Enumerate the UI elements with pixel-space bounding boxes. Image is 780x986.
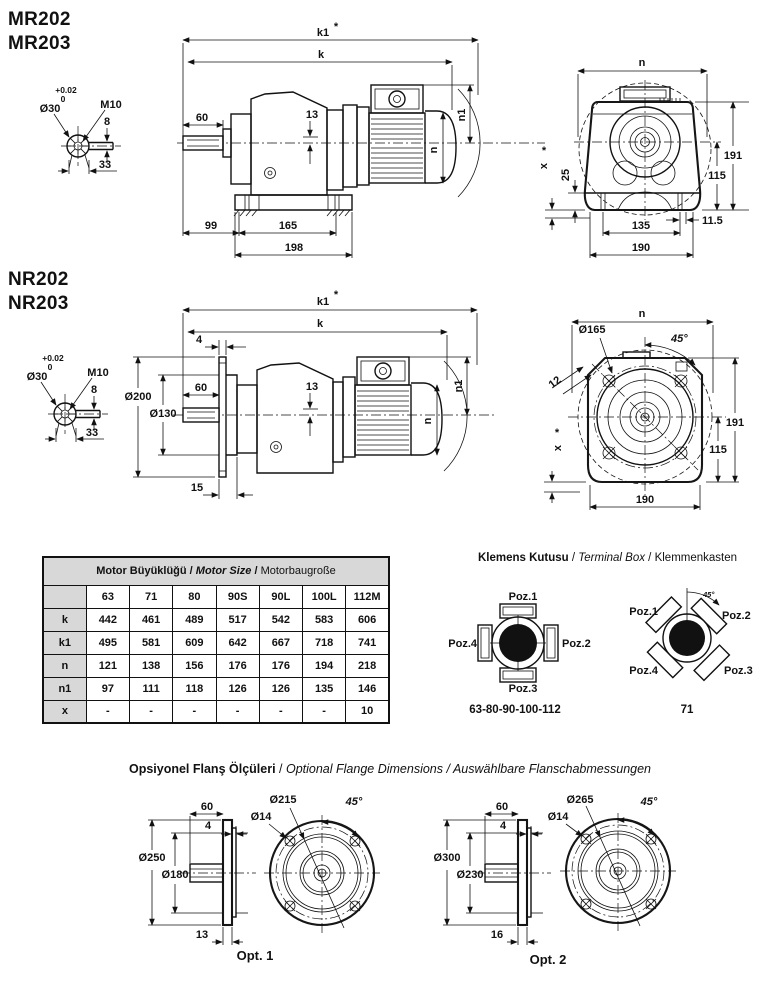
poz1-label: Poz.1	[508, 591, 538, 603]
row-label: k1	[43, 631, 86, 654]
poz1-label: Poz.1	[629, 606, 658, 618]
dim-nr-k1-star: *	[333, 289, 339, 301]
cell: 609	[173, 631, 216, 654]
cell: 97	[86, 677, 129, 700]
dim-mrr-135: 135	[631, 220, 651, 232]
dim-opt2-300: Ø300	[433, 852, 461, 864]
dim-nr-130: Ø130	[149, 408, 177, 420]
dim-mrr-x: x	[538, 162, 550, 170]
dim-opt1-4: 4	[204, 820, 212, 832]
sep: /	[644, 552, 655, 564]
flange-section-heading	[0, 762, 780, 776]
dim-nrr-x: x	[552, 444, 564, 452]
table-title-tr: Motor Büyüklüğü	[96, 565, 187, 578]
col-header: 90S	[216, 585, 259, 608]
dim-nr-15: 15	[190, 482, 204, 494]
col-header: 80	[173, 585, 216, 608]
terminal-title-en: Terminal Box	[578, 552, 645, 564]
table-row	[43, 677, 389, 700]
opt2-front-view	[560, 806, 676, 931]
dim-opt1-250: Ø250	[138, 852, 166, 864]
nr-side-view-drawing	[115, 285, 515, 530]
dim-opt2-230: Ø230	[456, 869, 484, 881]
dim-mrr-x-star: *	[541, 145, 547, 157]
dim-mr-165: 165	[278, 220, 298, 232]
dim-mrr-115: 115	[708, 170, 726, 182]
dim-mr-60: 60	[195, 112, 209, 124]
cell: 156	[173, 654, 216, 677]
dim-mrr-11-5: 11.5	[702, 215, 723, 227]
dim-shaft-key: 8	[90, 384, 98, 396]
nr-rear-view-drawing	[530, 295, 778, 525]
table-row	[43, 608, 389, 631]
cell: 461	[130, 608, 173, 631]
cell: 118	[173, 677, 216, 700]
cell: -	[86, 700, 129, 723]
poz3-label: Poz.3	[508, 683, 538, 695]
dim-shaft-tol-zero: 0	[47, 362, 53, 372]
dim-opt2-4: 4	[499, 820, 507, 832]
opt2-label: Opt. 2	[529, 952, 567, 967]
poz2-label: Poz.2	[722, 610, 751, 622]
dim-shaft-tol-zero: 0	[60, 94, 66, 104]
nr-side-dimensions	[133, 310, 477, 499]
dim-nr-4: 4	[195, 334, 203, 346]
dim-nrr-165: Ø165	[578, 324, 606, 336]
dim-opt2-16: 16	[490, 929, 504, 941]
poz4-label: Poz.4	[629, 665, 658, 677]
dim-mrr-191: 191	[723, 150, 743, 162]
poz3-label: Poz.3	[724, 665, 753, 677]
cell: 517	[216, 608, 259, 631]
dim-mr-k1-star: *	[333, 21, 339, 33]
dim-nr-60: 60	[194, 382, 208, 394]
dim-opt2-45: 45°	[640, 796, 658, 808]
cell: 667	[259, 631, 302, 654]
terminal-45-label: 45°	[703, 590, 715, 599]
dim-nrr-115: 115	[709, 444, 727, 456]
cell: 138	[130, 654, 173, 677]
dim-mr-k1: k1	[316, 27, 330, 39]
terminal-left-sizes-label: 63-80-90-100-112	[469, 704, 561, 716]
cell: 176	[216, 654, 259, 677]
mr-model-title	[8, 8, 71, 56]
cell: 218	[346, 654, 389, 677]
table-title-en: Motor Size	[195, 565, 252, 578]
opt1-front-view	[264, 808, 380, 933]
dim-shaft-dia: Ø30	[39, 103, 61, 115]
cell: -	[303, 700, 346, 723]
table-row	[43, 631, 389, 654]
dim-mrr-25: 25	[560, 168, 572, 182]
terminal-box-rotated-diagram	[612, 578, 762, 703]
dim-shaft-tol-plus: +0.02	[55, 85, 77, 95]
mr-shaft-detail-drawing	[25, 80, 165, 190]
sep: /	[251, 565, 261, 578]
opt1-bolt-holes	[285, 836, 360, 911]
dim-shaft-key: 8	[103, 116, 111, 128]
dim-nrr-191: 191	[725, 417, 745, 429]
dim-opt1-60: 60	[200, 801, 214, 813]
table-row	[43, 654, 389, 677]
cell: 718	[303, 631, 346, 654]
dim-nrr-n: n	[638, 308, 646, 320]
dim-nr-k1: k1	[316, 296, 330, 308]
col-header: 71	[130, 585, 173, 608]
sep: /	[568, 552, 579, 564]
foot-hatch	[234, 210, 350, 216]
motor-fins	[371, 119, 423, 178]
shaft-section	[61, 126, 121, 166]
poz4-label: Poz.4	[448, 638, 477, 650]
opt1-label: Opt. 1	[236, 948, 274, 963]
table-row	[43, 700, 389, 723]
dim-opt1-215: Ø215	[269, 794, 297, 806]
cell: 126	[259, 677, 302, 700]
mr-rear-body	[574, 80, 721, 220]
cell: 606	[346, 608, 389, 631]
flange-opt2-drawing	[418, 786, 718, 958]
row-label: x	[43, 700, 86, 723]
cell: 642	[216, 631, 259, 654]
cell: -	[216, 700, 259, 723]
dim-shaft-len: 33	[98, 159, 112, 171]
cell: 111	[130, 677, 173, 700]
dim-nrr-45: 45°	[671, 333, 688, 345]
cell: 741	[346, 631, 389, 654]
dim-opt1-13: 13	[195, 929, 209, 941]
dim-mr-13: 13	[305, 109, 319, 121]
motor-fins	[357, 391, 409, 450]
col-header: 100L	[303, 585, 346, 608]
cell: -	[259, 700, 302, 723]
row-label: n1	[43, 677, 86, 700]
terminal-title-tr: Klemens Kutusu	[477, 552, 569, 564]
dim-mr-n: n	[428, 146, 440, 154]
dim-shaft-tol-plus: +0.02	[42, 353, 64, 363]
terminal-box-straight-diagram	[440, 578, 590, 703]
flange-title-de: Auswählbare Flanschabmessungen	[452, 762, 652, 776]
dim-opt1-14: Ø14	[250, 811, 272, 823]
cell: 442	[86, 608, 129, 631]
model-mr202: MR202	[8, 9, 71, 30]
dim-mrr-190: 190	[631, 242, 651, 254]
mr-gearmotor-body	[177, 85, 545, 216]
sep: /	[275, 762, 286, 776]
mr-rear-view-drawing	[540, 42, 775, 267]
dim-nr-n: n	[422, 417, 434, 425]
model-nr203: NR203	[8, 293, 69, 314]
dim-nr-k: k	[316, 318, 324, 330]
dim-nrr-12: 12	[546, 374, 564, 392]
row-label: n	[43, 654, 86, 677]
col-header: 90L	[259, 585, 302, 608]
dim-mr-99: 99	[204, 220, 218, 232]
cell: 581	[130, 631, 173, 654]
motor-size-table	[42, 556, 390, 724]
nr-model-title	[8, 268, 69, 316]
dim-mr-k: k	[317, 49, 325, 61]
corner-cell	[43, 585, 86, 608]
model-nr202: NR202	[8, 269, 69, 290]
cell: 583	[303, 608, 346, 631]
cell: 126	[216, 677, 259, 700]
dim-nr-n1: n1	[453, 379, 465, 393]
terminal-gland	[499, 624, 537, 662]
cell: -	[173, 700, 216, 723]
dim-nr-13: 13	[305, 381, 319, 393]
dim-nr-200: Ø200	[124, 391, 152, 403]
dim-opt2-265: Ø265	[566, 794, 594, 806]
terminal-right-size-label: 71	[680, 704, 694, 716]
mr-side-view-drawing	[175, 15, 550, 260]
sep: /	[443, 762, 453, 776]
terminal-title-de: Klemmenkasten	[654, 552, 738, 564]
shaft-section	[48, 394, 108, 434]
terminal-box-heading	[440, 552, 775, 564]
cell: 176	[259, 654, 302, 677]
dim-shaft-dia: Ø30	[26, 371, 48, 383]
dim-mr-198: 198	[284, 242, 304, 254]
cell: 495	[86, 631, 129, 654]
col-header: 112M	[346, 585, 389, 608]
cell: 121	[86, 654, 129, 677]
table-title-de: Motorbaugroße	[260, 565, 336, 578]
dim-opt2-60: 60	[495, 801, 509, 813]
cell: 10	[346, 700, 389, 723]
cell: 194	[303, 654, 346, 677]
poz2-label: Poz.2	[562, 638, 591, 650]
dim-shaft-len: 33	[85, 427, 99, 439]
nr-gearmotor-body	[173, 357, 497, 477]
cell: 146	[346, 677, 389, 700]
row-label: k	[43, 608, 86, 631]
table-title	[43, 557, 389, 585]
dim-opt1-180: Ø180	[161, 869, 189, 881]
flange-title-en: Optional Flange Dimensions	[285, 762, 443, 776]
nr-rear-body	[568, 337, 726, 495]
terminal-gland	[669, 620, 705, 656]
dim-opt1-45: 45°	[345, 796, 363, 808]
dim-opt2-14: Ø14	[547, 811, 569, 823]
dim-nrr-x-star: *	[554, 427, 560, 439]
cell: 135	[303, 677, 346, 700]
dim-shaft-thread: M10	[100, 99, 122, 111]
dim-mr-n1: n1	[456, 108, 468, 122]
cell: 489	[173, 608, 216, 631]
dim-mrr-n: n	[638, 57, 646, 69]
col-header: 63	[86, 585, 129, 608]
model-mr203: MR203	[8, 33, 71, 54]
cell: -	[130, 700, 173, 723]
cell: 542	[259, 608, 302, 631]
table-header-row	[43, 585, 389, 608]
dim-shaft-thread: M10	[87, 367, 109, 379]
flange-opt1-drawing	[128, 786, 428, 958]
dim-nrr-190: 190	[635, 494, 655, 506]
sep: /	[186, 565, 196, 578]
flange-title-tr: Opsiyonel Flanş Ölçüleri	[128, 762, 276, 776]
